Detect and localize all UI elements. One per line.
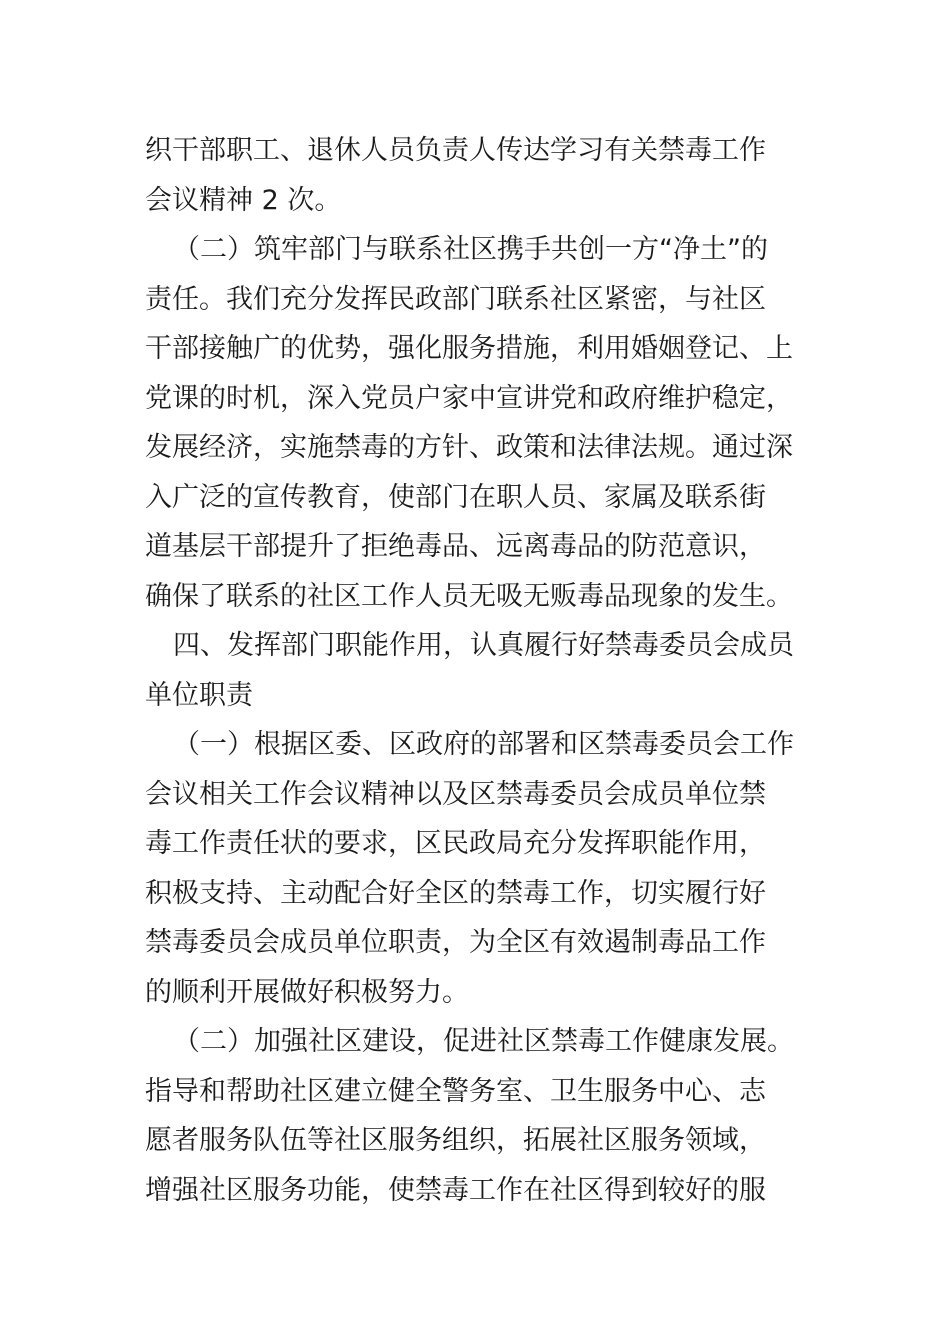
text-line: 入广泛的宣传教育，使部门在职人员、家属及联系街	[145, 481, 766, 513]
text-line: 干部接触广的优势，强化服务措施，利用婚姻登记、上	[145, 333, 793, 364]
text-line: 增强社区服务功能，使禁毒工作在社区得到较好的服	[145, 1174, 766, 1206]
text-line: 会议相关工作会议精神以及区禁毒委员会成员单位禁	[145, 778, 766, 810]
section-heading: 四、发挥部门职能作用，认真履行好禁毒委员会成员	[173, 630, 794, 661]
text-line: 责任。我们充分发挥民政部门联系社区紧密，与社区	[145, 283, 766, 315]
text-line: 的顺利开展做好积极努力。	[145, 976, 469, 1008]
text-line: 织干部职工、退休人员负责人传达学习有关禁毒工作	[145, 135, 766, 166]
text-line: 指导和帮助社区建立健全警务室、卫生服务中心、志	[145, 1075, 766, 1107]
text-line: 愿者服务队伍等社区服务组织，拓展社区服务领域，	[145, 1125, 766, 1156]
text-line: （二）加强社区建设，促进社区禁毒工作健康发展。	[173, 1026, 794, 1057]
text-line: 积极支持、主动配合好全区的禁毒工作，切实履行好	[145, 877, 766, 909]
text-line: （二）筑牢部门与联系社区携手共创一方“净土”的	[173, 234, 768, 265]
text-line: 确保了联系的社区工作人员无吸无贩毒品现象的发生。	[145, 580, 793, 612]
text-line: 道基层干部提升了拒绝毒品、远离毒品的防范意识，	[145, 531, 766, 562]
text-line: 发展经济，实施禁毒的方针、政策和法律法规。通过深	[145, 432, 793, 463]
body-text	[145, 126, 815, 1215]
text-line: 党课的时机，深入党员户家中宣讲党和政府维护稳定，	[145, 382, 793, 414]
text-line: 禁毒委员会成员单位职责，为全区有效遏制毒品工作	[145, 927, 766, 958]
section-heading: 单位职责	[145, 679, 253, 711]
text-line: 会议精神 2 次。	[145, 184, 342, 216]
text-line: 毒工作责任状的要求，区民政局充分发挥职能作用，	[145, 828, 766, 859]
text-line: （一）根据区委、区政府的部署和区禁毒委员会工作	[173, 729, 794, 760]
